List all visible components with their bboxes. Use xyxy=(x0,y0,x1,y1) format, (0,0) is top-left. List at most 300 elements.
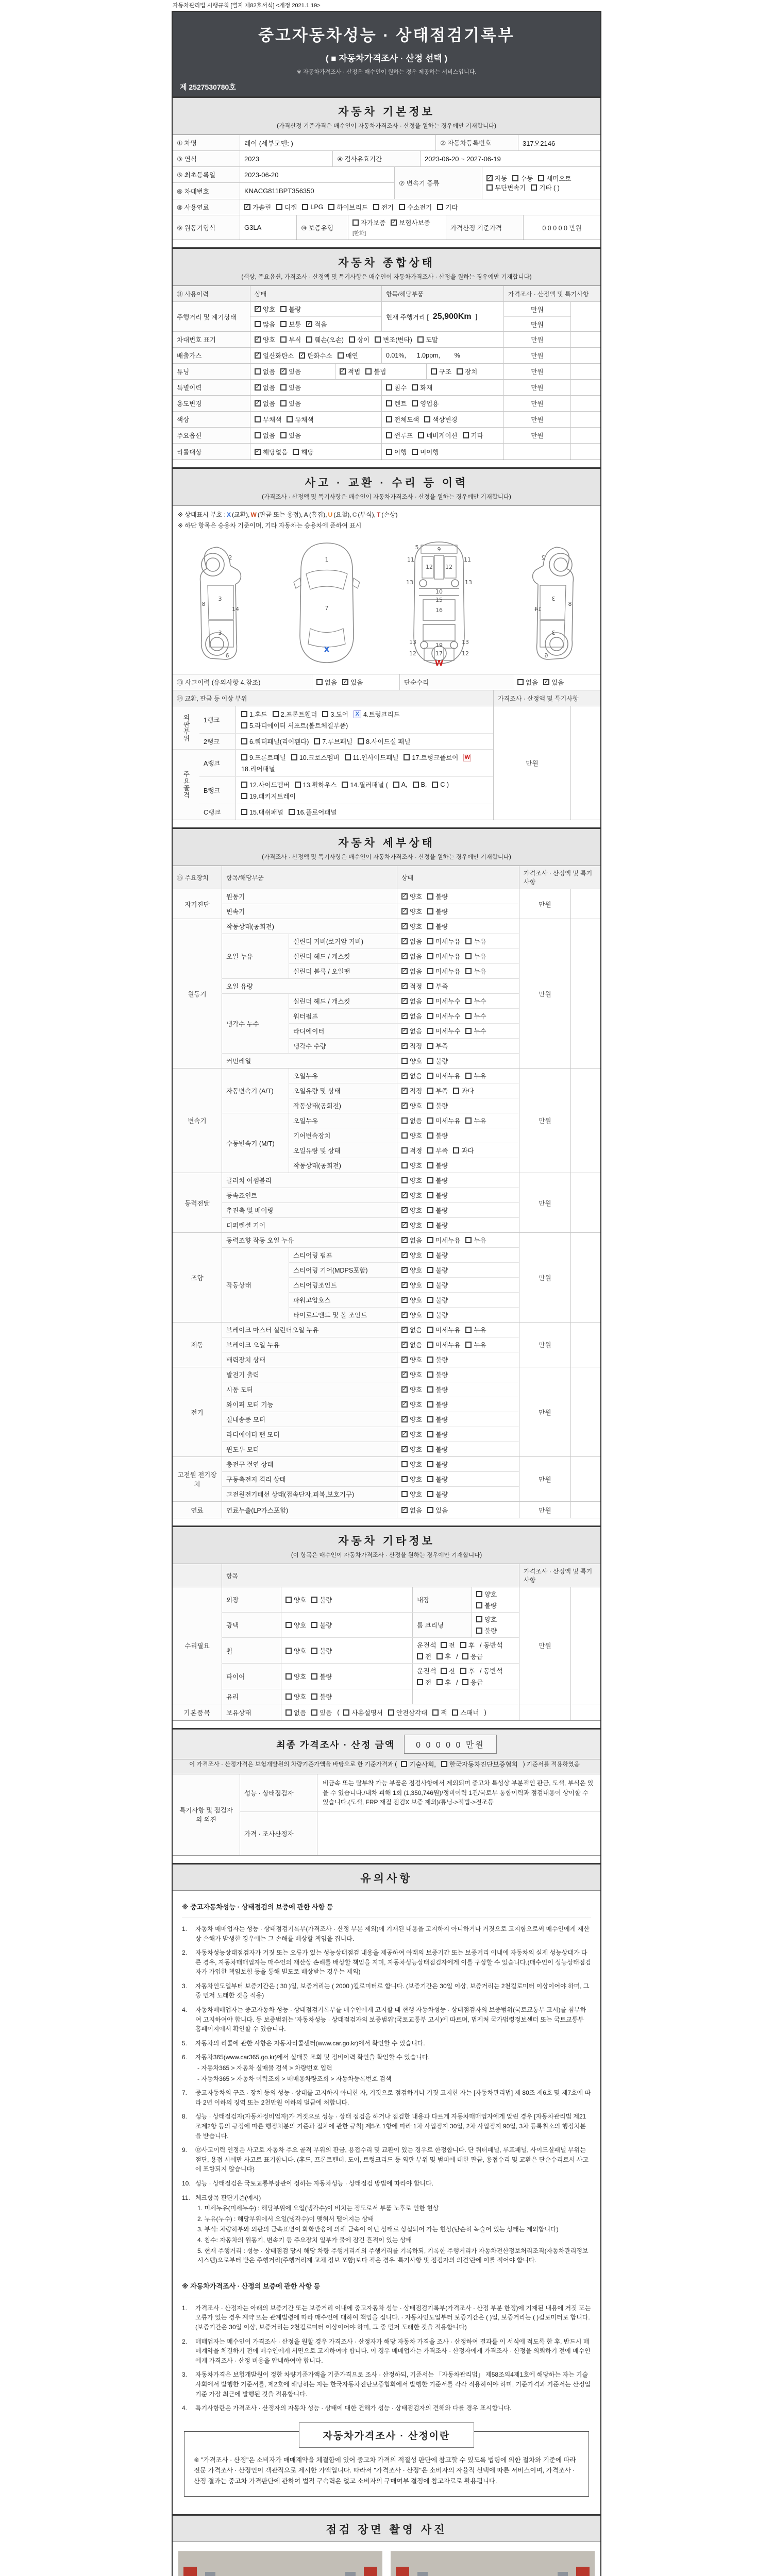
checkbox-7.루브패널[interactable] xyxy=(314,737,352,746)
checkbox-불량[interactable] xyxy=(476,1601,497,1610)
checkbox-미세누유[interactable] xyxy=(427,952,460,961)
checkbox-누수[interactable] xyxy=(465,1026,486,1036)
checkbox-도말[interactable] xyxy=(417,335,438,344)
checkbox-없음[interactable] xyxy=(401,937,422,946)
checkbox-label: 보험사보증 xyxy=(399,219,430,227)
checkbox-네비게이션[interactable] xyxy=(418,431,457,440)
device-group-자기진단 xyxy=(173,889,600,919)
checkbox-미세누유[interactable] xyxy=(427,967,460,976)
checkbox-없음[interactable] xyxy=(401,1505,422,1515)
checkbox-양호[interactable] xyxy=(401,1191,422,1200)
checkbox-없음[interactable] xyxy=(255,383,275,392)
checkbox-탄화수소[interactable] xyxy=(299,351,332,360)
checkbox-잭[interactable] xyxy=(432,1708,447,1717)
checkbox-하이브리드[interactable] xyxy=(328,202,367,212)
checkbox-있음[interactable] xyxy=(280,383,301,392)
checkbox-양호[interactable] xyxy=(255,304,275,314)
checkbox-미세누수[interactable] xyxy=(427,1026,460,1036)
checkbox-양호[interactable] xyxy=(285,1646,306,1655)
checkbox-양호[interactable] xyxy=(401,1131,422,1140)
checkbox-불량[interactable] xyxy=(311,1620,332,1630)
checkbox-17.트렁크플로어[interactable] xyxy=(404,753,458,762)
checkbox-미세누유[interactable] xyxy=(427,1116,460,1125)
checkbox-양호[interactable] xyxy=(401,922,422,931)
checkbox-누유[interactable] xyxy=(465,967,486,976)
checkbox-label: 2.프론트휀더 xyxy=(280,711,317,718)
checkbox-양호[interactable] xyxy=(476,1589,497,1599)
checkbox-불량[interactable] xyxy=(427,1445,448,1454)
checkbox-많음[interactable] xyxy=(255,319,275,329)
checkbox-label: 미세누수 xyxy=(435,998,461,1005)
checkbox-없음[interactable] xyxy=(401,1235,422,1245)
state-cell xyxy=(381,380,503,395)
checkbox-불량[interactable] xyxy=(427,1221,448,1230)
checkbox-양호[interactable] xyxy=(401,1101,422,1110)
checkbox-부족[interactable] xyxy=(427,1041,448,1050)
checkbox-불량[interactable] xyxy=(427,1489,448,1499)
checkbox-없음[interactable] xyxy=(255,431,275,440)
checkbox-누유[interactable] xyxy=(465,952,486,961)
checkbox-불량[interactable] xyxy=(427,907,448,916)
checkbox-과다[interactable] xyxy=(453,1086,474,1095)
checkbox-있음[interactable] xyxy=(280,399,301,408)
checkbox-없음[interactable] xyxy=(401,1011,422,1021)
checkbox-label: 없음 xyxy=(410,1117,423,1125)
checkbox-label: 적음 xyxy=(314,321,327,328)
checkbox-없음[interactable] xyxy=(255,367,275,376)
checkbox-양호[interactable] xyxy=(401,1475,422,1484)
price-cell xyxy=(519,1704,570,1720)
checkbox-적정[interactable] xyxy=(401,981,422,991)
checkbox-B,[interactable] xyxy=(413,781,427,788)
checkbox-없음[interactable] xyxy=(401,1071,422,1080)
checkbox-없음[interactable] xyxy=(316,677,337,687)
item-label: 냉각수 누수 xyxy=(222,994,289,1053)
token-group xyxy=(417,1666,515,1687)
checkbox-label: 없음 xyxy=(325,679,338,686)
checkbox-불법[interactable] xyxy=(365,367,386,376)
checkbox-불량[interactable] xyxy=(427,1355,448,1364)
checkbox-스패너[interactable] xyxy=(452,1708,479,1717)
final-price-value: 0 0 0 0 0 만원 xyxy=(404,1735,497,1754)
checkbox-양호[interactable] xyxy=(401,1221,422,1230)
checkbox-적정[interactable] xyxy=(401,1041,422,1050)
notice-item-number: 4. xyxy=(182,2404,188,2412)
checkbox-응급[interactable] xyxy=(462,1677,483,1687)
item-state xyxy=(397,979,519,993)
checkbox-불량[interactable] xyxy=(427,1161,448,1170)
checkbox-불량[interactable] xyxy=(311,1692,332,1701)
checkbox-양호[interactable] xyxy=(285,1692,306,1701)
checkbox-화재[interactable] xyxy=(412,383,432,392)
checkbox-양호[interactable] xyxy=(401,1445,422,1454)
section-etc-title: 자동차 기타정보 xyxy=(338,1535,435,1547)
checkbox-양호[interactable] xyxy=(401,1295,422,1304)
checkbox-렌트[interactable] xyxy=(386,399,407,408)
checkbox-양호[interactable] xyxy=(401,907,422,916)
checkbox-양호[interactable] xyxy=(401,1385,422,1394)
checkbox-양호[interactable] xyxy=(401,1370,422,1379)
checkbox-무채색[interactable] xyxy=(255,415,281,424)
checkbox-전[interactable] xyxy=(441,1640,455,1650)
group-items xyxy=(222,1069,519,1173)
checkbox-불량[interactable] xyxy=(427,922,448,931)
checkbox-불량[interactable] xyxy=(427,1250,448,1260)
checkbox-3.도어[interactable] xyxy=(322,709,348,719)
checkbox-양호[interactable] xyxy=(255,335,275,344)
etc-info-table xyxy=(173,1564,600,1721)
checkbox-box: ✓ xyxy=(281,368,286,374)
checkbox-후[interactable] xyxy=(436,1652,451,1661)
checkbox-label: 양호 xyxy=(410,1222,423,1229)
checkbox-양호[interactable] xyxy=(401,1460,422,1469)
checkbox-box xyxy=(427,1013,433,1019)
checkbox-A,[interactable] xyxy=(393,781,408,788)
checkbox-양호[interactable] xyxy=(285,1595,306,1604)
checkbox-box xyxy=(375,336,381,343)
checkbox-불량[interactable] xyxy=(427,1460,448,1469)
checkbox-불량[interactable] xyxy=(427,1056,448,1065)
checkbox-사용설명서[interactable] xyxy=(343,1708,382,1717)
checkbox-있음[interactable] xyxy=(427,1505,448,1515)
checkbox-해당[interactable] xyxy=(293,447,313,456)
checkbox-누유[interactable] xyxy=(465,1340,486,1349)
checkbox-불량[interactable] xyxy=(427,1206,448,1215)
svg-text:14: 14 xyxy=(534,606,542,613)
checkbox-구조[interactable] xyxy=(431,367,451,376)
checkbox-썬루프[interactable] xyxy=(386,431,413,440)
checkbox-C )[interactable] xyxy=(432,781,449,788)
checkbox-수소전기[interactable] xyxy=(399,202,432,212)
checkbox-양호[interactable] xyxy=(401,1161,422,1170)
sub-item-state xyxy=(397,1024,519,1038)
checkbox-이행[interactable] xyxy=(386,447,407,456)
item-state xyxy=(397,889,519,904)
checkbox-불량[interactable] xyxy=(427,1280,448,1290)
item-state xyxy=(397,1218,519,1232)
checkbox-디젤[interactable] xyxy=(276,202,297,212)
checkbox-누유[interactable] xyxy=(465,1235,486,1245)
checkbox-box xyxy=(293,449,299,455)
checkbox-미세누수[interactable] xyxy=(427,996,460,1006)
checkbox-label: 미세누유 xyxy=(435,1237,461,1244)
token-group xyxy=(486,174,577,183)
sub-item-row xyxy=(289,1143,519,1158)
item-label: 클러치 어셈블리 xyxy=(222,1173,397,1188)
checkbox-후[interactable] xyxy=(436,1677,451,1687)
col-header xyxy=(173,1564,222,1587)
checkbox-한국자동차진단보증협회[interactable] xyxy=(441,1759,518,1769)
text: ) xyxy=(484,1708,486,1716)
checkbox-전[interactable] xyxy=(441,1666,455,1675)
checkbox-없음[interactable] xyxy=(401,1325,422,1334)
checkbox-있음[interactable] xyxy=(311,1708,332,1717)
checkbox-미세누유[interactable] xyxy=(427,1325,460,1334)
checkbox-미세누유[interactable] xyxy=(427,1340,460,1349)
price-cell: 만원 xyxy=(503,396,570,411)
checkbox-없음[interactable] xyxy=(401,1340,422,1349)
checkbox-label: 양호 xyxy=(410,1491,423,1498)
svg-text:12: 12 xyxy=(445,564,452,570)
checkbox-누유[interactable] xyxy=(465,937,486,946)
checkbox-양호[interactable] xyxy=(401,1176,422,1185)
checkbox-해당없음[interactable] xyxy=(255,447,288,456)
checkbox-보통[interactable] xyxy=(280,319,301,329)
checkbox-box xyxy=(373,204,379,210)
checkbox-기타[interactable] xyxy=(463,431,483,440)
checkbox-없음[interactable] xyxy=(255,399,275,408)
field-label: ③ 연식 xyxy=(173,151,240,166)
checkbox-label: 화재 xyxy=(420,384,433,392)
checkbox-14.필러패널 ([interactable] xyxy=(342,780,388,789)
checkbox-불량[interactable] xyxy=(427,892,448,901)
notice-item-number: 7. xyxy=(182,2089,188,2097)
checkbox-누수[interactable] xyxy=(465,996,486,1006)
checkbox-불량[interactable] xyxy=(427,1191,448,1200)
checkbox-부족[interactable] xyxy=(427,1086,448,1095)
checkbox-양호[interactable] xyxy=(401,1400,422,1409)
checkbox-양호[interactable] xyxy=(401,892,422,901)
checkbox-불량[interactable] xyxy=(427,1370,448,1379)
checkbox-label: 누유 xyxy=(474,1342,486,1349)
checkbox-양호[interactable] xyxy=(401,1430,422,1439)
checkbox-불량[interactable] xyxy=(427,1475,448,1484)
symbol-desc: (흠집), xyxy=(309,511,327,518)
engine-type: G3LA xyxy=(240,215,296,240)
checkbox-누유[interactable] xyxy=(465,1116,486,1125)
checkbox-불량[interactable] xyxy=(311,1595,332,1604)
checkbox-양호[interactable] xyxy=(401,1355,422,1364)
checkbox-부족[interactable] xyxy=(427,1146,448,1155)
checkbox-있음[interactable] xyxy=(280,367,301,376)
notice-item-text: 특기사항란은 가격조사 · 산정자의 자동차 성능 · 상태에 대한 견해가 성능 · 상태점검자의 견해와 다를 경우 표시합니다. xyxy=(195,2404,512,2412)
checkbox-무단변속기[interactable] xyxy=(486,183,526,192)
notice-item-number: 5. xyxy=(182,2039,188,2047)
checkbox-label: 누유 xyxy=(474,953,486,960)
checkbox-2.프론트휀더[interactable] xyxy=(273,709,317,719)
text: [한화] xyxy=(352,230,366,236)
checkbox-6.쿼터패널(리어휀다)[interactable] xyxy=(241,737,309,746)
checkbox-양호[interactable] xyxy=(401,1280,422,1290)
checkbox-유채색[interactable] xyxy=(287,415,313,424)
checkbox-box: ✓ xyxy=(402,1297,407,1302)
checkbox-불량[interactable] xyxy=(311,1646,332,1655)
token-group xyxy=(401,1385,453,1394)
checkbox-상이[interactable] xyxy=(349,335,369,344)
checkbox-자동[interactable] xyxy=(486,174,507,183)
checkbox-미세누유[interactable] xyxy=(427,1235,460,1245)
checkbox-양호[interactable] xyxy=(401,1206,422,1215)
checkbox-불량[interactable] xyxy=(311,1672,332,1681)
checkbox-불량[interactable] xyxy=(427,1265,448,1275)
checkbox-영업용[interactable] xyxy=(412,399,439,408)
checkbox-적음[interactable] xyxy=(306,319,327,329)
remarks-row xyxy=(240,1812,600,1855)
checkbox-19.패키지트레이[interactable] xyxy=(241,791,296,801)
checkbox-9.프론트패널[interactable] xyxy=(241,753,286,762)
checkbox-12.사이드멤버[interactable] xyxy=(241,780,290,789)
checkbox-5.라디에이터 서포트(볼트체결부품)[interactable] xyxy=(241,721,348,730)
checkbox-침수[interactable] xyxy=(386,383,407,392)
checkbox-후[interactable] xyxy=(460,1666,475,1675)
checkbox-전체도색[interactable] xyxy=(386,415,419,424)
checkbox-label: 미세누유 xyxy=(435,938,461,945)
checkbox-미세누유[interactable] xyxy=(427,1071,460,1080)
price-cell: 만원 xyxy=(519,1367,570,1456)
sub-item-row xyxy=(289,1278,519,1293)
mileage-state-1 xyxy=(250,302,381,317)
col-header: 상태 xyxy=(250,286,381,301)
checkbox-기술사회,[interactable] xyxy=(401,1759,436,1769)
checkbox-불량[interactable] xyxy=(427,1101,448,1110)
legend-note: ※ 하단 항목은 승용차 기준이며, 기타 자동차는 승용차에 준하여 표시 xyxy=(178,522,362,529)
rank-row xyxy=(199,750,493,777)
svg-text:12: 12 xyxy=(409,650,416,657)
checkbox-양호[interactable] xyxy=(476,1615,497,1624)
checkbox-label: 양호 xyxy=(410,1282,423,1289)
checkbox-미이행[interactable] xyxy=(412,447,439,456)
checkbox-불량[interactable] xyxy=(280,304,301,314)
checkbox-box xyxy=(465,1117,472,1124)
checkbox-불량[interactable] xyxy=(427,1295,448,1304)
checkbox-불량[interactable] xyxy=(476,1626,497,1635)
symbol-desc: (요철), xyxy=(333,511,351,518)
checkbox-장치[interactable] xyxy=(457,367,477,376)
token-group xyxy=(476,1615,515,1635)
field-label: ⑧ 사용연료 xyxy=(173,199,240,215)
device-group-연료 xyxy=(173,1502,600,1518)
checkbox-있음[interactable] xyxy=(543,677,564,687)
checkbox-10.크로스멤버[interactable] xyxy=(291,753,340,762)
checkbox-13.휠하우스[interactable] xyxy=(295,780,337,789)
checkbox-기타[interactable] xyxy=(437,202,458,212)
checkbox-box xyxy=(427,1222,433,1228)
checkbox-없음[interactable] xyxy=(285,1708,306,1717)
checkbox-누유[interactable] xyxy=(465,1071,486,1080)
checkbox-불량[interactable] xyxy=(427,1385,448,1394)
sub-item-state xyxy=(397,1009,519,1023)
checkbox-일산화탄소[interactable] xyxy=(255,351,294,360)
checkbox-누유[interactable] xyxy=(465,1325,486,1334)
checkbox-미세누유[interactable] xyxy=(427,937,460,946)
checkbox-없음[interactable] xyxy=(401,996,422,1006)
checkbox-매연[interactable] xyxy=(338,351,358,360)
checkbox-적법[interactable] xyxy=(340,367,360,376)
checkbox-없음[interactable] xyxy=(401,1026,422,1036)
checkbox-8.사이드실 패널[interactable] xyxy=(358,737,410,746)
checkbox-양호[interactable] xyxy=(401,1415,422,1424)
section-accident-note: (가격조사 · 산정액 및 특기사항은 매수인이 자동차가격조사 · 산정을 원하는 경우에만 기재합니다) xyxy=(262,494,511,500)
checkbox-양호[interactable] xyxy=(285,1672,306,1681)
checkbox-변조(변타)[interactable] xyxy=(375,335,412,344)
checkbox-label: 14.필러패널 ( xyxy=(350,782,388,789)
checkbox-box xyxy=(427,1401,433,1408)
checkbox-있음[interactable] xyxy=(280,431,301,440)
checkbox-없음[interactable] xyxy=(401,1116,422,1125)
checkbox-불량[interactable] xyxy=(427,1430,448,1439)
checkbox-없음[interactable] xyxy=(517,677,538,687)
checkbox-불량[interactable] xyxy=(427,1176,448,1185)
first-registration-date: 2023-06-20 xyxy=(240,167,394,182)
checkbox-양호[interactable] xyxy=(401,1310,422,1319)
checkbox-부식[interactable] xyxy=(280,335,301,344)
sub-item-label: 오일누유 xyxy=(289,1113,397,1128)
checkbox-불량[interactable] xyxy=(427,1400,448,1409)
checkbox-기타 ( )[interactable] xyxy=(531,183,559,192)
checkbox-훼손(오손)[interactable] xyxy=(306,335,344,344)
checkbox-보험사보증[interactable] xyxy=(391,218,430,227)
checkbox-부족[interactable] xyxy=(427,981,448,991)
checkbox-box xyxy=(413,782,419,788)
item-state xyxy=(397,904,519,919)
checkbox-전[interactable] xyxy=(417,1677,431,1687)
checkbox-없음[interactable] xyxy=(401,952,422,961)
checkbox-box xyxy=(285,1709,292,1716)
text: 25,900Km xyxy=(432,312,472,321)
checkbox-불량[interactable] xyxy=(427,1131,448,1140)
accident-history-label: ⑬ 사고이력 (유의사항 4.참조) xyxy=(173,674,312,690)
checkbox-불량[interactable] xyxy=(427,1415,448,1424)
checkbox-label: 일산화탄소 xyxy=(263,352,294,360)
checkbox-가솔린[interactable] xyxy=(244,202,271,212)
checkbox-자가보증[interactable] xyxy=(352,218,385,227)
checkbox-전기[interactable] xyxy=(373,202,394,212)
notice-item xyxy=(182,2145,591,2174)
checkbox-없음[interactable] xyxy=(401,967,422,976)
checkbox-양호[interactable] xyxy=(401,1250,422,1260)
checkbox-label: 전 xyxy=(448,1641,455,1649)
checkbox-label: 기타 xyxy=(445,204,458,211)
sub-item-row xyxy=(289,1113,519,1128)
price-cell: 만원 xyxy=(503,364,570,379)
checkbox-누수[interactable] xyxy=(465,1011,486,1021)
checkbox-전[interactable] xyxy=(417,1652,431,1661)
checkbox-수동[interactable] xyxy=(512,174,533,183)
checkbox-불량[interactable] xyxy=(427,1310,448,1319)
checkbox-양호[interactable] xyxy=(401,1265,422,1275)
checkbox-15.대쉬패널[interactable] xyxy=(241,807,283,817)
notice-item xyxy=(182,2053,591,2083)
checkbox-16.플로어패널[interactable] xyxy=(289,807,337,817)
token-group xyxy=(401,1370,453,1379)
checkbox-11.인사이드패널[interactable] xyxy=(345,753,399,762)
checkbox-있음[interactable] xyxy=(342,677,363,687)
checkbox-label: 세미오토 xyxy=(546,175,572,182)
checkbox-양호[interactable] xyxy=(285,1620,306,1630)
checkbox-label: 상이 xyxy=(357,336,370,344)
notice-sub-line: 5. 현재 주행거리 : 성능 · 상태점검 당시 해당 차량 주행거리계의 주행거리를 기록하되, 기록한 주행거리가 자동차전산정보처리조직(자동차관리정보시스템)으로부터 받은 주행거리(주행거리계 교체 정보 포함)보다 적은 경우 '특기사항 및 점검자의 의견'란에 이를 적어야 합니다. xyxy=(197,2247,589,2264)
checkbox-안전삼각대[interactable] xyxy=(388,1708,427,1717)
checkbox-1.후드[interactable] xyxy=(241,709,267,719)
checkbox-후[interactable] xyxy=(460,1640,475,1650)
checkbox-LPG[interactable] xyxy=(302,204,323,211)
svg-text:2: 2 xyxy=(228,554,232,561)
checkbox-양호[interactable] xyxy=(401,1056,422,1065)
device-group-고전원 전기장치 xyxy=(173,1457,600,1502)
checkbox-응급[interactable] xyxy=(462,1652,483,1661)
checkbox-색상변경[interactable] xyxy=(424,415,457,424)
token-group xyxy=(386,312,481,321)
checkbox-label: 19.패키지트레이 xyxy=(249,793,296,800)
checkbox-적정[interactable] xyxy=(401,1146,422,1155)
checkbox-과다[interactable] xyxy=(453,1146,474,1155)
checkbox-세미오토[interactable] xyxy=(538,174,571,183)
text: 현재 주행거리 [ xyxy=(386,313,429,321)
checkbox-적정[interactable] xyxy=(401,1086,422,1095)
checkbox-미세누수[interactable] xyxy=(427,1011,460,1021)
checkbox-label: 불량 xyxy=(435,1282,448,1289)
checkbox-양호[interactable] xyxy=(401,1489,422,1499)
